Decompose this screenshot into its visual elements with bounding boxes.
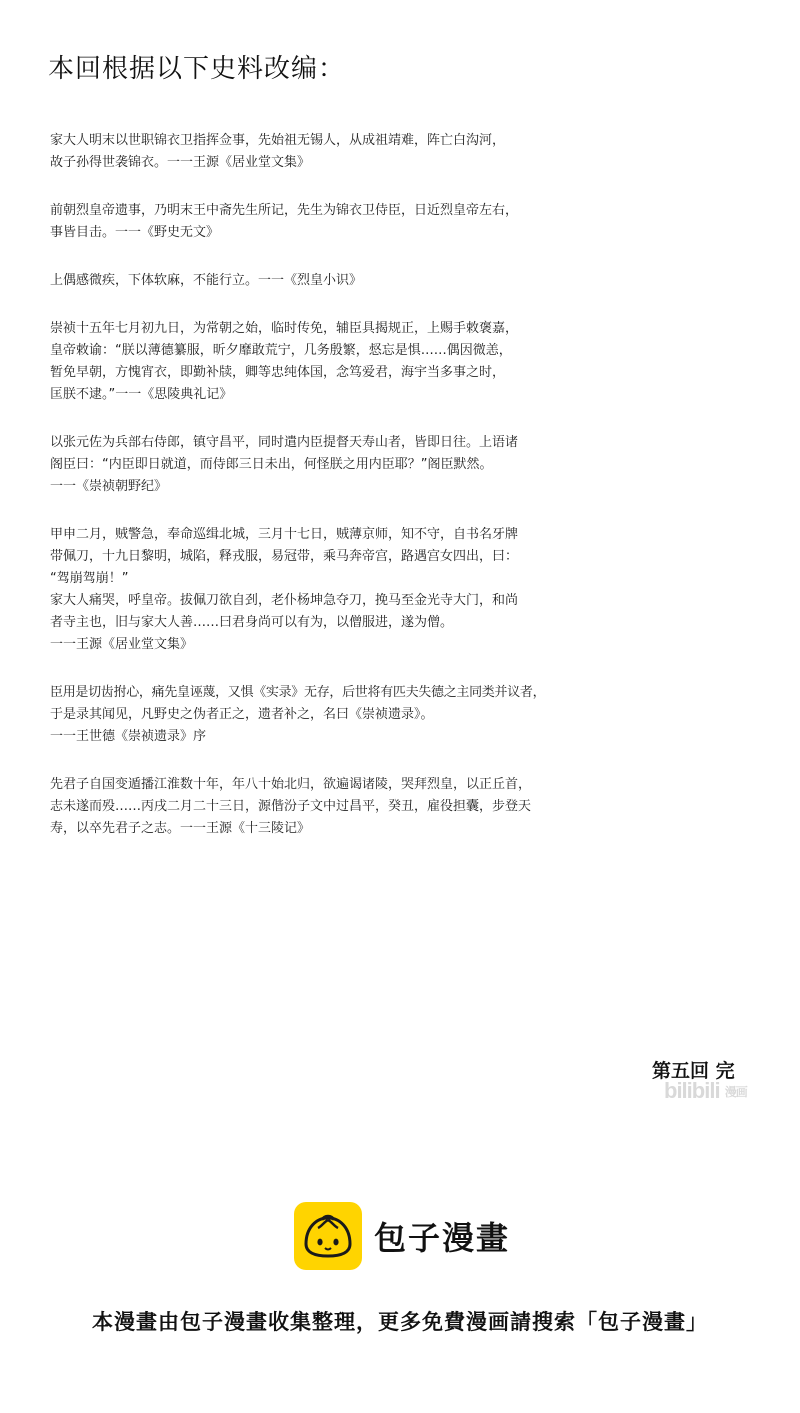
source-excerpts bbox=[50, 130, 770, 866]
source-paragraph bbox=[50, 524, 770, 656]
text-line: 家大人痛哭，呼皇帝。拔佩刀欲自刭，老仆杨坤急夺刀，挽马至金光寺大门，和尚 bbox=[50, 593, 519, 608]
footer-notice: 本漫畫由包子漫畫收集整理，更多免費漫画請搜索「包子漫畫」 bbox=[92, 1310, 708, 1334]
text-line: “驾崩驾崩！” bbox=[50, 571, 129, 586]
text-line: 一一王源《居业堂文集》 bbox=[50, 637, 194, 652]
brand-block bbox=[294, 1202, 510, 1270]
source-paragraph bbox=[50, 130, 770, 174]
text-line: 皇帝敕谕：“朕以薄德纂服，昕夕靡敢荒宁，几务殷繁，惄忘是惧……偶因微恙， bbox=[50, 343, 512, 358]
text-line: 崇祯十五年七月初九日，为常朝之始，临时传免，辅臣具揭规正，上赐手敕褒嘉， bbox=[50, 321, 519, 336]
text-line: 故子孙得世袭锦衣。一一王源《居业堂文集》 bbox=[50, 155, 311, 170]
chapter-end-mark: 第五回 完 bbox=[652, 1060, 735, 1082]
text-line: 带佩刀，十九日黎明，城陷，释戎服，易冠带，乘马奔帝宫，路遇宫女四出，曰： bbox=[50, 549, 519, 564]
text-line: 上偶感微疾，下体软麻，不能行立。一一《烈皇小识》 bbox=[50, 273, 363, 288]
source-paragraph bbox=[50, 200, 770, 244]
source-paragraph bbox=[50, 270, 770, 292]
text-line: 匡朕不逮。”一一《思陵典礼记》 bbox=[50, 387, 233, 402]
watermark-sub: 漫画 bbox=[724, 1085, 747, 1100]
source-paragraph bbox=[50, 774, 770, 840]
text-line: 事皆目击。一一《野史无文》 bbox=[50, 225, 220, 240]
text-line: 家大人明末以世职锦衣卫指挥佥事，先始祖无锡人，从成祖靖难，阵亡白沟河， bbox=[50, 133, 506, 148]
bilibili-watermark bbox=[664, 1078, 747, 1104]
text-line: 先君子自国变遁播江淮数十年，年八十始北归，欲遍谒诸陵，哭拜烈皇，以正丘首， bbox=[50, 777, 532, 792]
source-paragraph bbox=[50, 318, 770, 406]
page-title: 本回根据以下史料改编： bbox=[48, 54, 346, 84]
text-line: 一一王世德《崇祯遗录》序 bbox=[50, 729, 207, 744]
text-line: 阁臣曰：“内臣即日就道，而侍郎三日未出，何怪朕之用内臣耶？”阁臣默然。 bbox=[50, 457, 493, 472]
source-paragraph bbox=[50, 432, 770, 498]
text-line: 臣用是切齿拊心，痛先皇诬蔑，又惧《实录》无存，后世将有匹夫失德之主同类并议者， bbox=[50, 685, 546, 700]
source-paragraph bbox=[50, 682, 770, 748]
brand-name: 包子漫畫 bbox=[374, 1219, 511, 1257]
text-line: 者寺主也，旧与家大人善……曰君身尚可以有为，以僧服进，遂为僧。 bbox=[50, 615, 454, 630]
text-line: 于是录其闻见，凡野史之伪者正之，遗者补之，名曰《崇祯遗录》。 bbox=[50, 707, 434, 722]
baozi-logo-icon bbox=[294, 1202, 362, 1270]
text-line: 甲申二月，贼警急，奉命巡缉北城，三月十七日，贼薄京师，知不守，自书名牙牌 bbox=[50, 527, 519, 542]
text-line: 一一《崇祯朝野纪》 bbox=[50, 479, 168, 494]
text-line: 以张元佐为兵部右侍郎，镇守昌平，同时遣内臣提督天寿山者，皆即日往。上语诸 bbox=[50, 435, 519, 450]
text-line: 前朝烈皇帝遗事，乃明末王中斋先生所记，先生为锦衣卫侍臣，日近烈皇帝左右， bbox=[50, 203, 519, 218]
text-line: 寿，以卒先君子之志。一一王源《十三陵记》 bbox=[50, 821, 311, 836]
watermark-main: bilibili bbox=[664, 1078, 720, 1103]
text-line: 暂免早朝，方愧宵衣，即勤补牍，卿等忠纯体国，念笃爱君，海宇当多事之时， bbox=[50, 365, 506, 380]
text-line: 志未遂而殁……丙戌二月二十三日，源偕汾子文中过昌平，癸丑，雇役担囊，步登天 bbox=[50, 799, 532, 814]
